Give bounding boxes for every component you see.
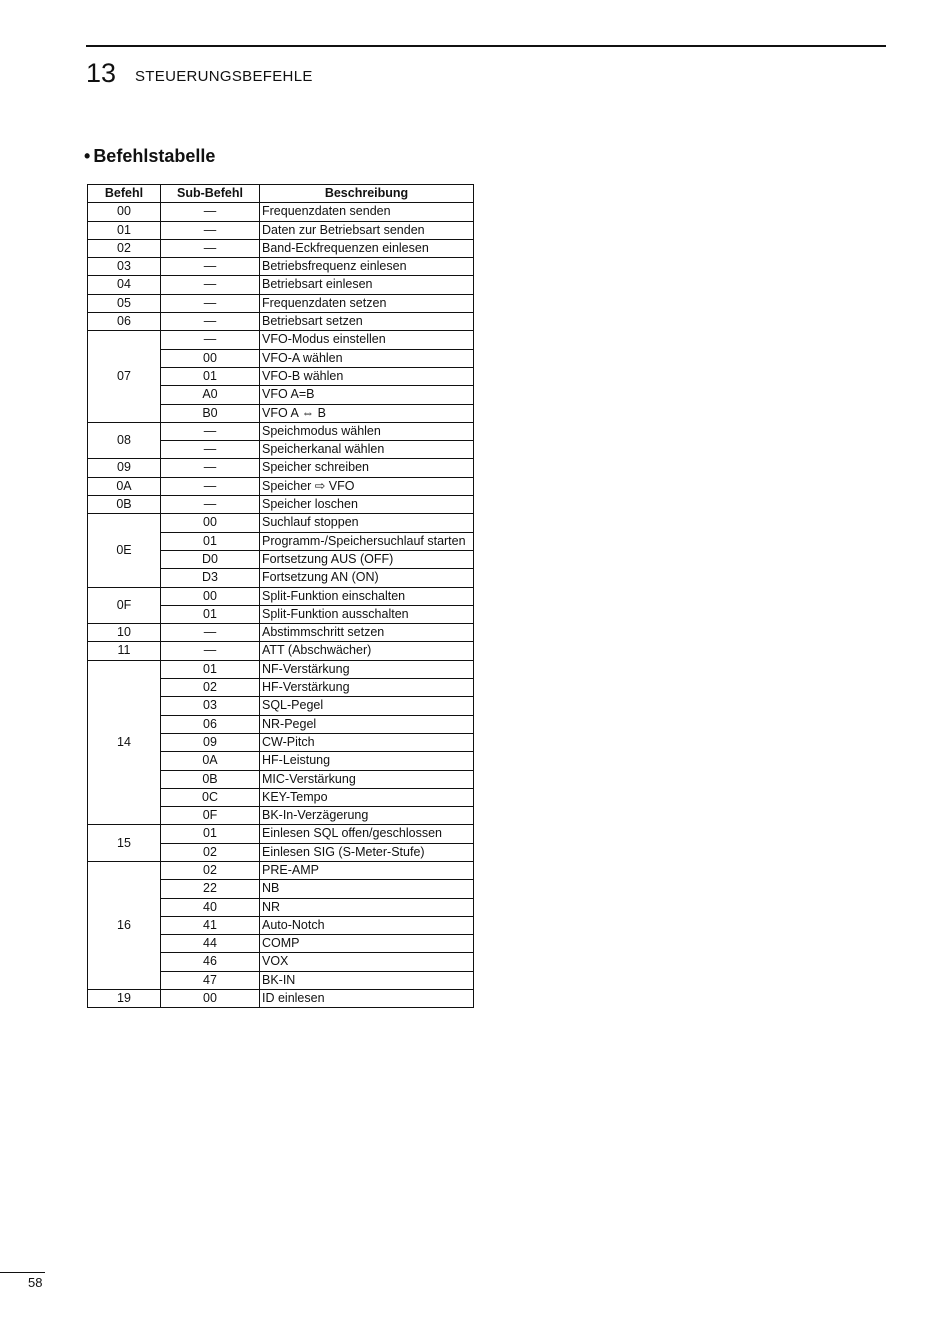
description-cell: Programm-/Speichersuchlauf starten	[260, 532, 474, 550]
sub-command-cell: —	[161, 624, 260, 642]
sub-command-cell: —	[161, 203, 260, 221]
description-cell: Split-Funktion ausschalten	[260, 605, 474, 623]
command-cell: 03	[88, 258, 161, 276]
sub-command-cell: 02	[161, 843, 260, 861]
command-cell: 0A	[88, 477, 161, 495]
sub-command-cell: —	[161, 441, 260, 459]
table-row	[88, 477, 474, 495]
sub-command-cell: 00	[161, 587, 260, 605]
table-row	[88, 258, 474, 276]
sub-command-cell: 00	[161, 514, 260, 532]
description-cell: Speicherkanal wählen	[260, 441, 474, 459]
table-row	[88, 331, 474, 349]
description-cell: CW-Pitch	[260, 733, 474, 751]
sub-command-cell: 01	[161, 605, 260, 623]
description-cell: Speichmodus wählen	[260, 422, 474, 440]
table-row	[88, 221, 474, 239]
command-cell: 14	[88, 660, 161, 825]
description-cell: VFO-A wählen	[260, 349, 474, 367]
command-cell: 01	[88, 221, 161, 239]
description-cell: ID einlesen	[260, 990, 474, 1008]
sub-command-cell: —	[161, 331, 260, 349]
sub-command-cell: 00	[161, 349, 260, 367]
command-cell: 0E	[88, 514, 161, 587]
sub-command-cell: 0F	[161, 807, 260, 825]
sub-command-cell: 0A	[161, 752, 260, 770]
command-cell: 00	[88, 203, 161, 221]
description-cell: KEY-Tempo	[260, 788, 474, 806]
table-row	[88, 990, 474, 1008]
sub-command-cell: —	[161, 422, 260, 440]
table-row	[88, 239, 474, 257]
command-cell: 10	[88, 624, 161, 642]
description-cell: NR-Pegel	[260, 715, 474, 733]
header-befehl: Befehl	[88, 185, 161, 203]
sub-command-cell: —	[161, 459, 260, 477]
sub-command-cell: 22	[161, 880, 260, 898]
sub-command-cell: 01	[161, 367, 260, 385]
table-body	[88, 203, 474, 1008]
description-cell: VFO-B wählen	[260, 367, 474, 385]
command-cell: 0F	[88, 587, 161, 624]
sub-command-cell: D0	[161, 550, 260, 568]
description-cell: Frequenzdaten setzen	[260, 294, 474, 312]
command-cell: 0B	[88, 496, 161, 514]
sub-command-cell: 0C	[161, 788, 260, 806]
description-cell: Einlesen SIG (S-Meter-Stufe)	[260, 843, 474, 861]
description-cell: SQL-Pegel	[260, 697, 474, 715]
sub-command-cell: 01	[161, 660, 260, 678]
description-cell: COMP	[260, 935, 474, 953]
description-cell: Speicher loschen	[260, 496, 474, 514]
table-row	[88, 294, 474, 312]
command-cell: 02	[88, 239, 161, 257]
chapter-number: 13	[86, 58, 117, 88]
sub-command-cell: 03	[161, 697, 260, 715]
description-cell: ATT (Abschwächer)	[260, 642, 474, 660]
description-cell: BK-In-Verzägerung	[260, 807, 474, 825]
command-cell: 07	[88, 331, 161, 422]
sub-command-cell: —	[161, 294, 260, 312]
description-cell: NR	[260, 898, 474, 916]
sub-command-cell: B0	[161, 404, 260, 422]
sub-command-cell: —	[161, 221, 260, 239]
command-cell: 16	[88, 861, 161, 989]
sub-command-cell: —	[161, 276, 260, 294]
page-number: 58	[28, 1275, 43, 1290]
description-cell: Einlesen SQL offen/geschlossen	[260, 825, 474, 843]
description-cell: VOX	[260, 953, 474, 971]
table-row	[88, 825, 474, 843]
sub-command-cell: 01	[161, 532, 260, 550]
command-cell: 08	[88, 422, 161, 459]
table-row	[88, 459, 474, 477]
table-row	[88, 276, 474, 294]
bullet-icon: •	[84, 146, 91, 166]
header-sub-befehl: Sub-Befehl	[161, 185, 260, 203]
table-row	[88, 642, 474, 660]
description-cell: Fortsetzung AUS (OFF)	[260, 550, 474, 568]
sub-command-cell: —	[161, 258, 260, 276]
sub-command-cell: —	[161, 477, 260, 495]
sub-command-cell: —	[161, 642, 260, 660]
table-row	[88, 861, 474, 879]
description-cell: VFO-Modus einstellen	[260, 331, 474, 349]
description-cell: BK-IN	[260, 971, 474, 989]
description-cell: Abstimmschritt setzen	[260, 624, 474, 642]
sub-command-cell: 06	[161, 715, 260, 733]
description-cell: Fortsetzung AN (ON)	[260, 569, 474, 587]
section-title	[84, 146, 215, 167]
description-cell: VFO A=B	[260, 386, 474, 404]
description-cell: Daten zur Betriebsart senden	[260, 221, 474, 239]
command-cell: 04	[88, 276, 161, 294]
description-cell: Betriebsart einlesen	[260, 276, 474, 294]
description-cell: Auto-Notch	[260, 916, 474, 934]
header-rule	[86, 45, 886, 47]
description-cell: Suchlauf stoppen	[260, 514, 474, 532]
sub-command-cell: —	[161, 496, 260, 514]
command-cell: 05	[88, 294, 161, 312]
description-cell: Speicher schreiben	[260, 459, 474, 477]
table-row	[88, 514, 474, 532]
sub-command-cell: 44	[161, 935, 260, 953]
sub-command-cell: 47	[161, 971, 260, 989]
sub-command-cell: 09	[161, 733, 260, 751]
description-cell: Betriebsart setzen	[260, 313, 474, 331]
description-cell: NF-Verstärkung	[260, 660, 474, 678]
sub-command-cell: A0	[161, 386, 260, 404]
description-cell: Betriebsfrequenz einlesen	[260, 258, 474, 276]
sub-command-cell: 40	[161, 898, 260, 916]
description-cell: VFO A ⇔ B	[260, 404, 474, 422]
description-cell: Band-Eckfrequenzen einlesen	[260, 239, 474, 257]
command-cell: 19	[88, 990, 161, 1008]
description-cell: MIC-Verstärkung	[260, 770, 474, 788]
sub-command-cell: 01	[161, 825, 260, 843]
sub-command-cell: 41	[161, 916, 260, 934]
command-cell: 15	[88, 825, 161, 862]
description-cell: Frequenzdaten senden	[260, 203, 474, 221]
description-cell: PRE-AMP	[260, 861, 474, 879]
sub-command-cell: 02	[161, 679, 260, 697]
table-row	[88, 496, 474, 514]
description-cell: HF-Leistung	[260, 752, 474, 770]
footer-rule	[0, 1272, 45, 1273]
sub-command-cell: —	[161, 239, 260, 257]
table-row	[88, 660, 474, 678]
command-cell: 11	[88, 642, 161, 660]
table-header-row	[88, 185, 474, 203]
section-title-text: Befehlstabelle	[93, 146, 216, 166]
table-row	[88, 203, 474, 221]
table-row	[88, 624, 474, 642]
description-cell: Speicher ⇨ VFO	[260, 477, 474, 495]
sub-command-cell: 00	[161, 990, 260, 1008]
command-cell: 09	[88, 459, 161, 477]
description-cell: HF-Verstärkung	[260, 679, 474, 697]
table-row	[88, 313, 474, 331]
sub-command-cell: D3	[161, 569, 260, 587]
description-cell: Split-Funktion einschalten	[260, 587, 474, 605]
header-beschreibung: Beschreibung	[260, 185, 474, 203]
table-row	[88, 587, 474, 605]
sub-command-cell: 02	[161, 861, 260, 879]
sub-command-cell: —	[161, 313, 260, 331]
command-cell: 06	[88, 313, 161, 331]
table-row	[88, 422, 474, 440]
command-table	[87, 184, 474, 1008]
sub-command-cell: 0B	[161, 770, 260, 788]
chapter-title: STEUERUNGSBEFEHLE	[135, 68, 313, 85]
description-cell: NB	[260, 880, 474, 898]
sub-command-cell: 46	[161, 953, 260, 971]
